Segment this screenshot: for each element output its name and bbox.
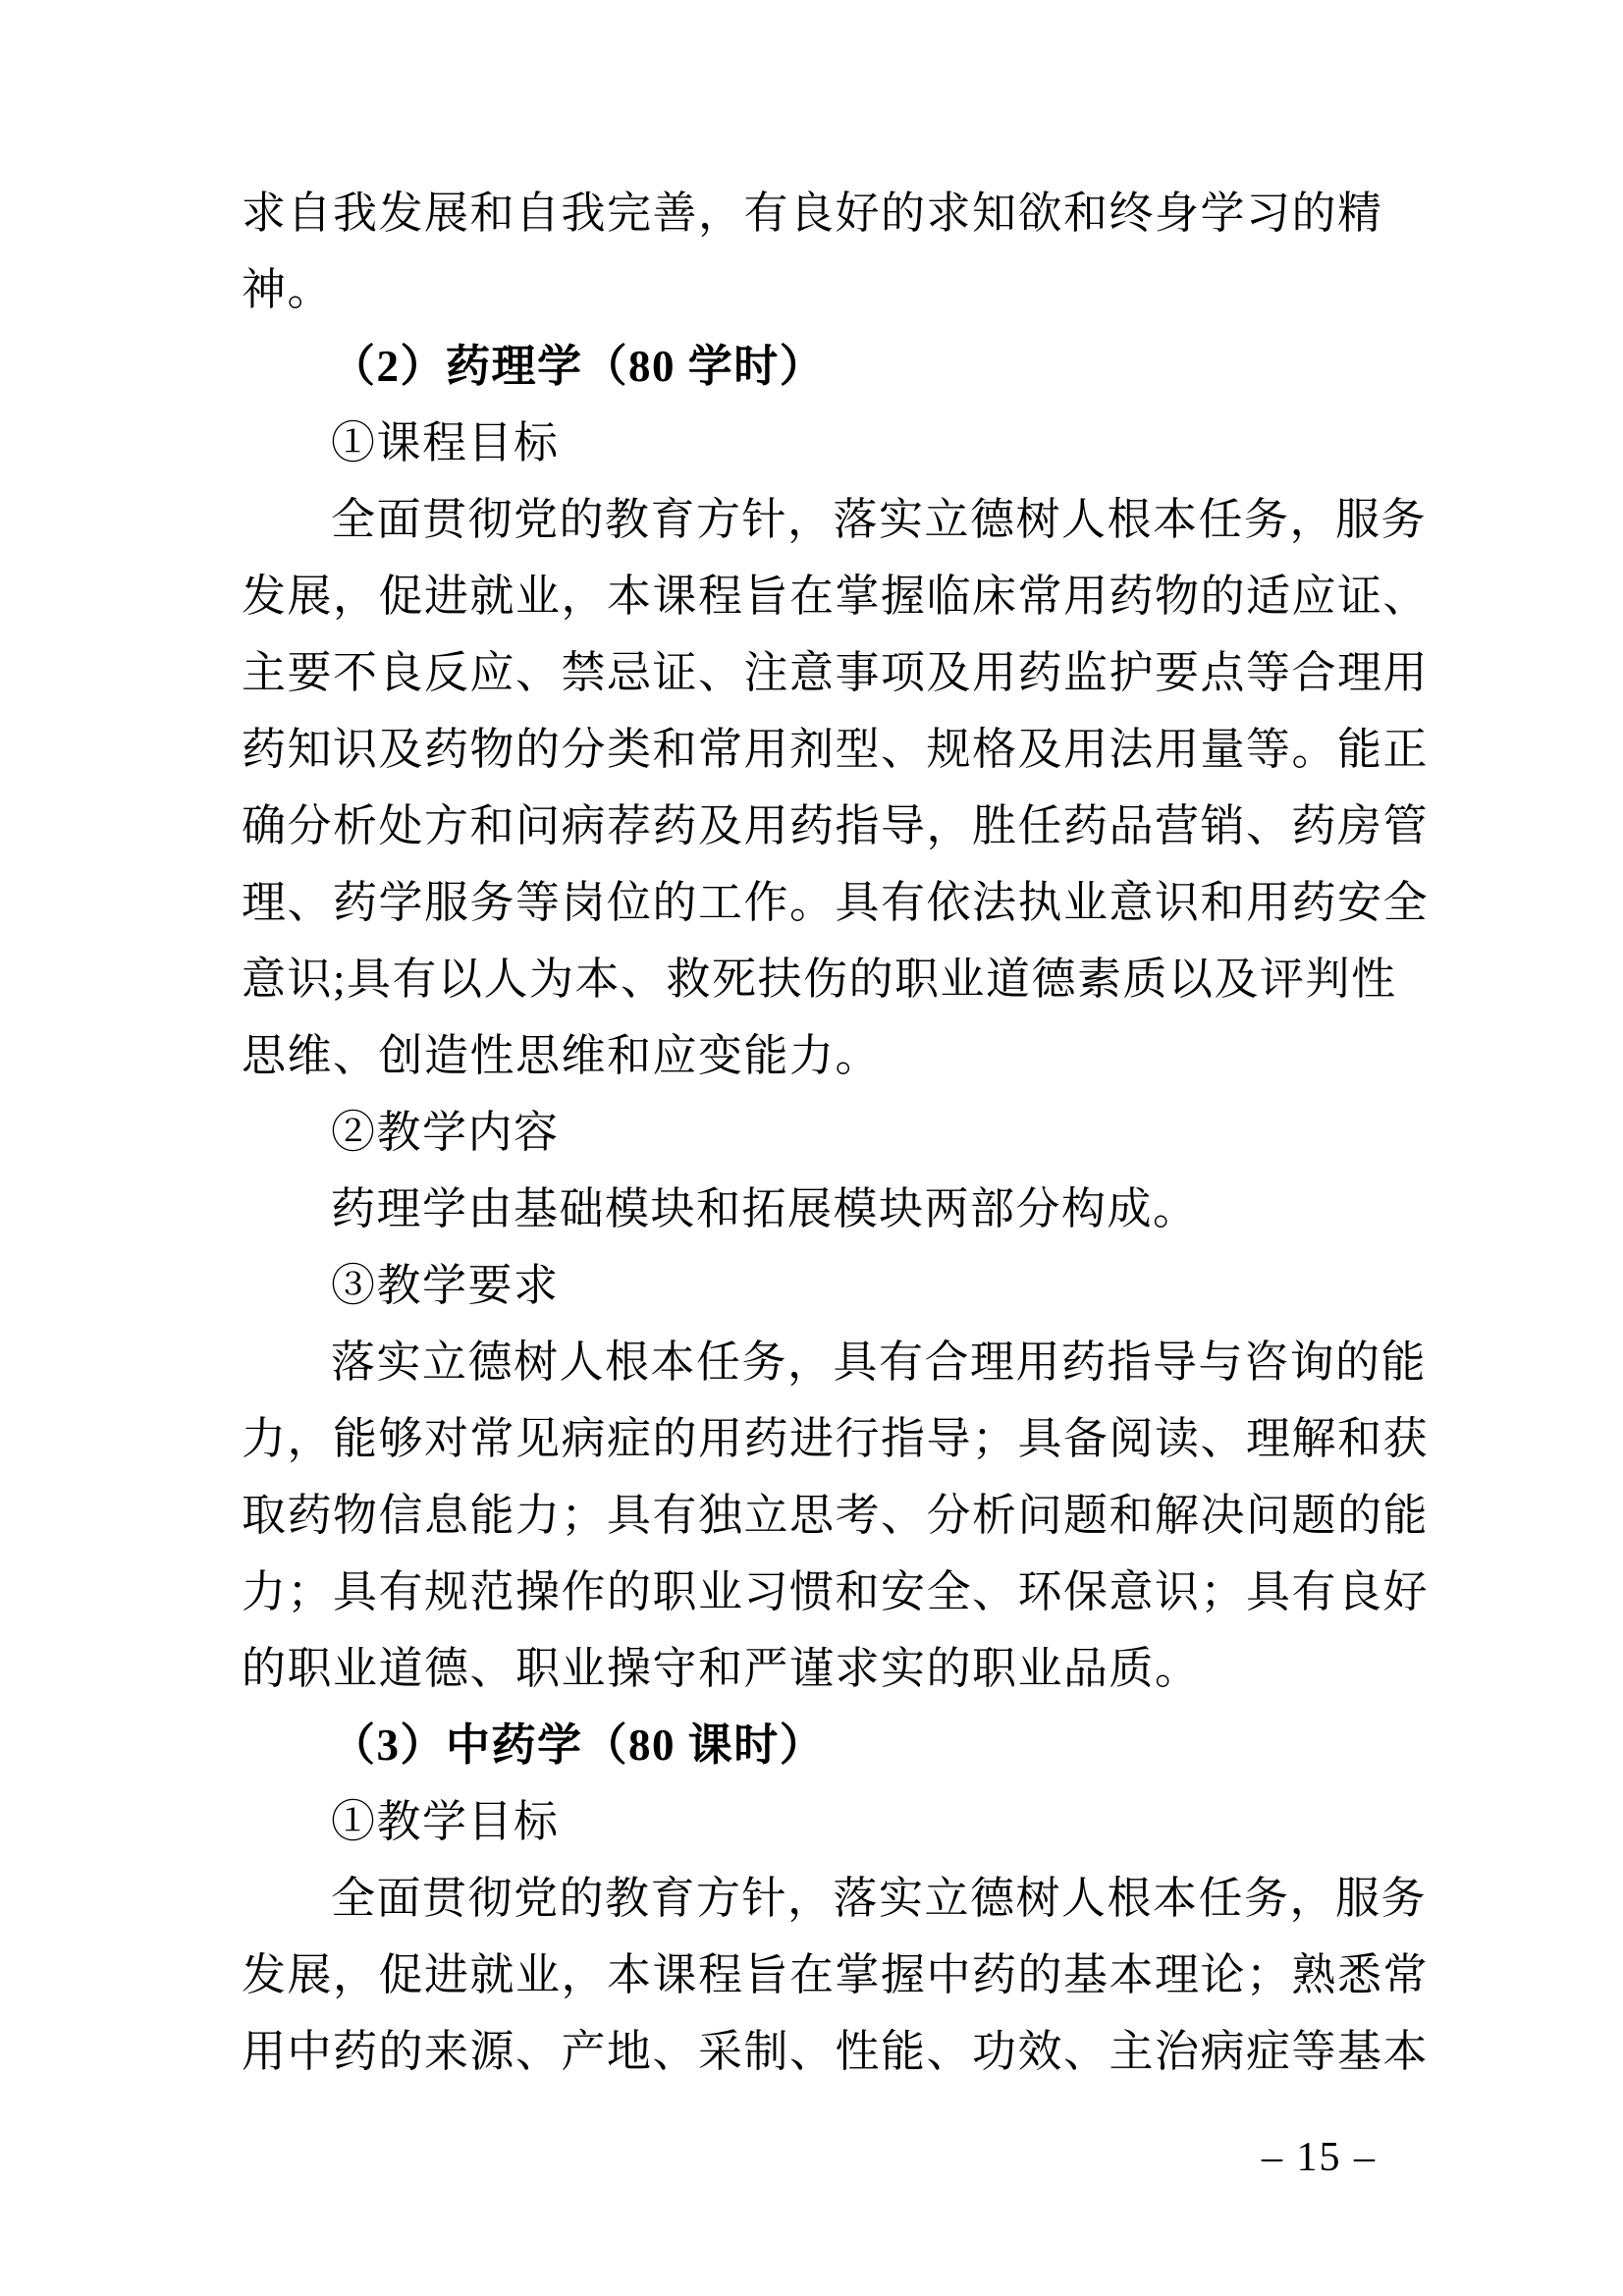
doc-line: 神。 [242, 265, 334, 314]
doc-line: 的职业道德、职业操守和严谨求实的职业品质。 [242, 1644, 1201, 1693]
doc-line: 药理学由基础模块和拓展模块两部分构成。 [331, 1184, 1199, 1233]
doc-line: 用中药的来源、产地、采制、性能、功效、主治病症等基本 [242, 2027, 1430, 2076]
doc-line: 药知识及药物的分类和常用剂型、规格及用法用量等。能正 [242, 725, 1430, 774]
subheading-teaching-objectives: ①教学目标 [331, 1797, 560, 1846]
doc-line: 落实立德树人根本任务，具有合理用药指导与咨询的能 [331, 1338, 1428, 1387]
subheading-course-objectives: ①课程目标 [331, 418, 560, 467]
document-page [242, 175, 1430, 2090]
doc-line: 意识;具有以人为本、救死扶伤的职业道德素质以及评判性 [242, 955, 1397, 1004]
doc-line: 发展，促进就业，本课程旨在掌握临床常用药物的适应证、 [242, 572, 1430, 621]
doc-line: 主要不良反应、禁忌证、注意事项及用药监护要点等合理用 [242, 648, 1430, 697]
doc-line: 思维、创造性思维和应变能力。 [242, 1031, 882, 1080]
doc-line: 全面贯彻党的教育方针，落实立德树人根本任务，服务 [331, 1874, 1428, 1923]
heading-pharmacology: （2）药理学（80 学时） [331, 342, 826, 391]
doc-line: 确分析处方和问病荐药及用药指导，胜任药品营销、药房管 [242, 801, 1430, 850]
doc-line: 理、药学服务等岗位的工作。具有依法执业意识和用药安全 [242, 878, 1430, 927]
doc-line: 全面贯彻党的教育方针，落实立德树人根本任务，服务 [331, 495, 1428, 544]
doc-line: 发展，促进就业，本课程旨在掌握中药的基本理论；熟悉常 [242, 1950, 1430, 1999]
doc-line: 力，能够对常见病症的用药进行指导；具备阅读、理解和获 [242, 1414, 1430, 1463]
doc-line: 求自我发展和自我完善，有良好的求知欲和终身学习的精 [242, 189, 1383, 238]
subheading-teaching-requirements: ③教学要求 [331, 1261, 560, 1310]
subheading-teaching-content: ②教学内容 [331, 1108, 560, 1157]
doc-line: 力；具有规范操作的职业习惯和安全、环保意识；具有良好 [242, 1567, 1430, 1616]
doc-line: 取药物信息能力；具有独立思考、分析问题和解决问题的能 [242, 1491, 1430, 1540]
heading-tcm: （3）中药学（80 课时） [331, 1721, 826, 1770]
page-number: – 15 – [1262, 2135, 1377, 2180]
